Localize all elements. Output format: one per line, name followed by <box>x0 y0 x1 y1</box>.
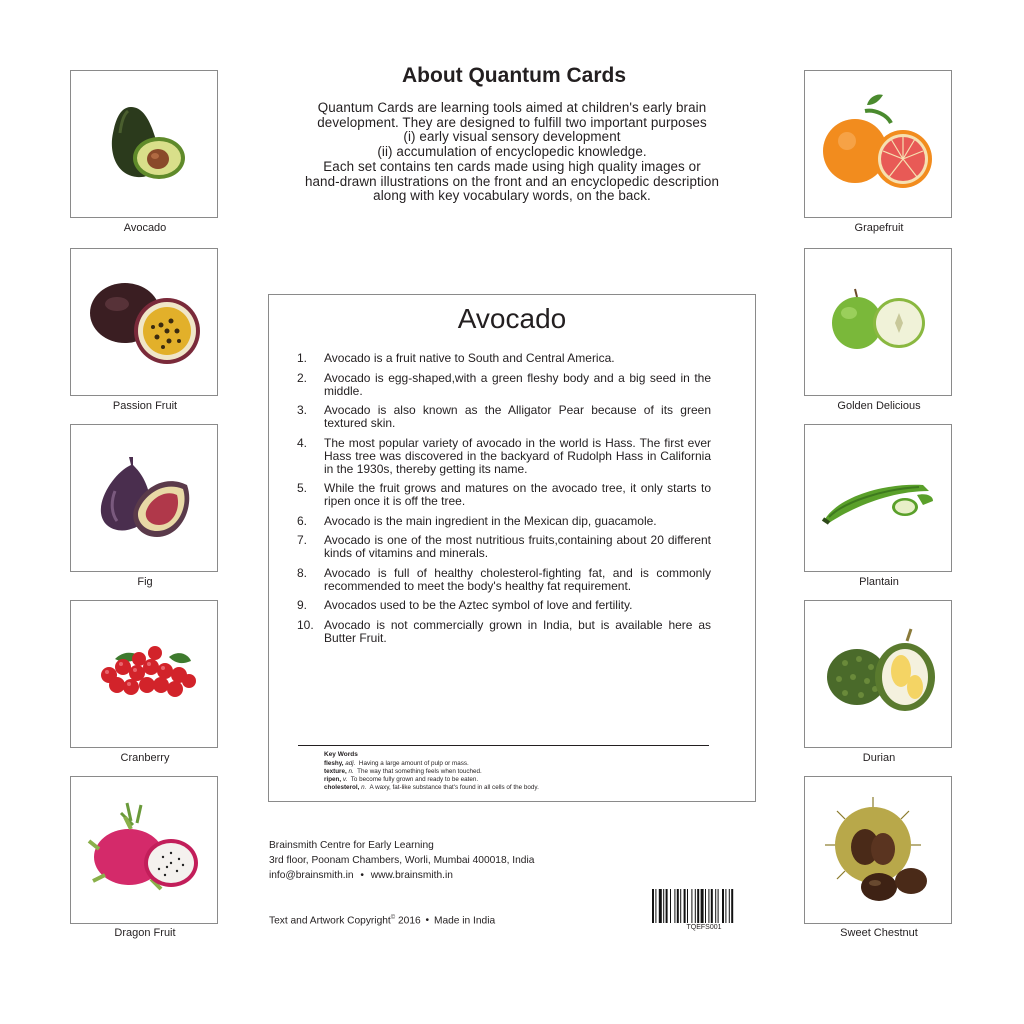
fact-number: 6. <box>297 513 308 528</box>
key-word-entry <box>324 760 704 768</box>
fact-text: Avocado is one of the most nutritious fruits,containing about 20 different kinds of vitamins and minerals. <box>324 533 711 560</box>
about-line: Each set contains ten cards made using high quality images or <box>323 158 701 174</box>
fact-item <box>297 372 711 398</box>
barcode <box>652 889 756 923</box>
separator-dot: • <box>360 870 364 881</box>
key-word-term: fleshy, <box>324 760 344 767</box>
about-line: (ii) accumulation of encyclopedic knowledge. <box>377 144 647 160</box>
key-word-entry <box>324 776 704 784</box>
fact-number: 9. <box>297 598 308 612</box>
key-word-term: texture, <box>324 768 347 775</box>
fact-number: 7. <box>297 533 308 547</box>
fact-item <box>297 515 711 528</box>
fact-item <box>297 599 711 612</box>
fact-item <box>297 567 711 593</box>
card-plantain <box>804 424 952 572</box>
barcode-bar <box>705 889 706 923</box>
card-sweet-chestnut <box>804 776 952 924</box>
barcode-bar <box>701 889 704 923</box>
key-word-pos: adj. <box>345 760 356 767</box>
key-word-entry <box>324 784 704 792</box>
fig-illustration <box>71 425 217 571</box>
cranberry-illustration <box>71 601 217 747</box>
barcode-bar <box>695 889 696 923</box>
card-label: Passion Fruit <box>112 400 178 412</box>
about-line: hand-drawn illustrations on the front and an encyclopedic description <box>304 173 720 189</box>
passion-fruit-illustration <box>71 249 217 395</box>
separator-dot: • <box>425 915 430 927</box>
key-words-heading: Key Words <box>324 751 358 758</box>
fact-item <box>297 437 711 476</box>
card-label: Dragon Fruit <box>114 927 176 939</box>
card-fig <box>70 424 218 572</box>
barcode-code: TQEFS001 <box>686 924 722 931</box>
copyright-symbol: © <box>390 915 396 921</box>
key-word-definition: A waxy, fat-like substance that's found in all cells of the body. <box>369 784 539 791</box>
sample-card-back <box>268 294 756 802</box>
fact-text: Avocado is a fruit native to South and Central America. <box>324 351 615 365</box>
golden-delicious-illustration <box>805 249 951 395</box>
key-word-term: ripen, <box>324 776 342 783</box>
barcode-bar <box>670 889 671 923</box>
barcode-bar <box>715 889 716 923</box>
fact-text: Avocados used to be the Aztec symbol of love and fertility. <box>324 598 633 612</box>
publisher-contact <box>269 868 534 883</box>
key-words-section <box>324 751 704 792</box>
barcode-bar <box>725 889 726 923</box>
about-line: (i) early visual sensory development <box>403 129 621 145</box>
barcode-bar <box>697 889 699 923</box>
sweet-chestnut-illustration <box>805 777 951 923</box>
barcode-bar <box>731 889 733 923</box>
fact-item <box>297 482 711 508</box>
barcode-bar <box>655 889 656 923</box>
fact-number: 4. <box>297 435 308 450</box>
card-label: Fig <box>137 576 153 588</box>
about-title: About Quantum Cards <box>402 64 626 87</box>
dragon-fruit-illustration <box>71 777 217 923</box>
fact-number: 2. <box>297 370 308 385</box>
fact-text: Avocado is not commercially grown in India, but is available here as Butter Fruit. <box>324 617 711 645</box>
plantain-illustration <box>805 425 951 571</box>
fact-number: 5. <box>297 481 308 495</box>
fact-item <box>297 352 711 365</box>
fact-number: 3. <box>297 403 308 417</box>
sample-card-title: Avocado <box>457 303 567 334</box>
barcode-bar <box>652 889 654 923</box>
key-word-pos: n. <box>348 768 354 775</box>
grapefruit-illustration <box>805 71 951 217</box>
card-label: Plantain <box>859 576 899 588</box>
barcode-bar <box>666 889 668 923</box>
publisher-name: Brainsmith Centre for Early Learning <box>269 840 434 851</box>
copyright-year: 2016 <box>398 915 421 927</box>
card-label: Golden Delicious <box>837 400 921 412</box>
fact-item <box>297 619 711 645</box>
barcode-bar <box>684 889 686 923</box>
key-word-pos: v. <box>342 776 348 783</box>
publisher-website[interactable]: www.brainsmith.in <box>370 870 453 881</box>
fact-text: Avocado is the main ingredient in the Mexican dip, guacamole. <box>324 513 657 528</box>
card-label: Cranberry <box>120 752 170 764</box>
barcode-bar <box>659 889 662 923</box>
about-line: along with key vocabulary words, on the back. <box>373 188 651 204</box>
key-word-definition: To become fully grown and ready to be eaten. <box>350 776 479 783</box>
barcode-bar <box>677 889 679 923</box>
card-golden-delicious <box>804 248 952 396</box>
key-word-definition: Having a large amount of pulp or mass. <box>358 760 469 767</box>
copyright-line <box>269 915 495 926</box>
fact-text: Avocado is full of healthy cholesterol-fighting fat, and is commonly recommended to meet the body's healthy fat requirement. <box>324 565 711 593</box>
durian-illustration <box>805 601 951 747</box>
fact-number: 1. <box>297 351 308 365</box>
key-word-entry <box>324 768 704 776</box>
barcode-bar <box>691 889 692 923</box>
card-avocado <box>70 70 218 218</box>
fact-number: 8. <box>297 565 308 580</box>
key-word-term: cholesterol, <box>324 784 360 791</box>
barcode-bar <box>663 889 664 923</box>
avocado-illustration <box>71 71 217 217</box>
barcode-bar <box>729 889 730 923</box>
barcode-bar <box>722 889 724 923</box>
publisher-info <box>269 838 534 883</box>
barcode-bar <box>680 889 681 923</box>
card-dragon-fruit <box>70 776 218 924</box>
key-word-pos: n. <box>361 784 367 791</box>
key-word-definition: The way that something feels when touched. <box>357 768 482 775</box>
fact-text: Avocado is egg-shaped,with a green fleshy body and a big seed in the middle. <box>324 370 711 398</box>
about-description <box>284 101 740 204</box>
fact-text: The most popular variety of avocado in the world is Hass. The first ever Hass tree was discovered in the backyard of Rudolph Hass in California in the 1930s, thereby getting its name. <box>324 435 711 476</box>
key-words-divider <box>298 745 709 746</box>
card-label: Sweet Chestnut <box>840 927 918 939</box>
publisher-address: 3rd floor, Poonam Chambers, Worli, Mumbai 400018, India <box>269 855 535 866</box>
fact-item <box>297 404 711 430</box>
card-label: Grapefruit <box>854 222 904 234</box>
fact-list <box>297 352 711 651</box>
fact-number: 10. <box>297 617 314 632</box>
barcode-bar <box>718 889 719 923</box>
copyright-text: Text and Artwork Copyright <box>269 915 391 927</box>
card-label: Avocado <box>123 222 167 234</box>
about-line: Quantum Cards are learning tools aimed at children's early brain <box>317 100 707 115</box>
publisher-email[interactable]: info@brainsmith.in <box>269 870 354 881</box>
barcode-bar <box>708 889 709 923</box>
about-line: development. They are designed to fulfill two important purposes <box>317 114 707 130</box>
fact-text: While the fruit grows and matures on the avocado tree, it only starts to ripen once it is off the tree. <box>324 481 711 508</box>
made-in-text: Made in India <box>433 915 496 927</box>
barcode-bar <box>687 889 688 923</box>
barcode-bar <box>674 889 675 923</box>
barcode-bar <box>711 889 713 923</box>
fact-text: Avocado is also known as the Alligator Pear because of its green textured skin. <box>324 403 711 430</box>
card-durian <box>804 600 952 748</box>
card-label: Durian <box>862 752 896 764</box>
card-cranberry <box>70 600 218 748</box>
card-grapefruit <box>804 70 952 218</box>
fact-item <box>297 534 711 560</box>
card-passion-fruit <box>70 248 218 396</box>
